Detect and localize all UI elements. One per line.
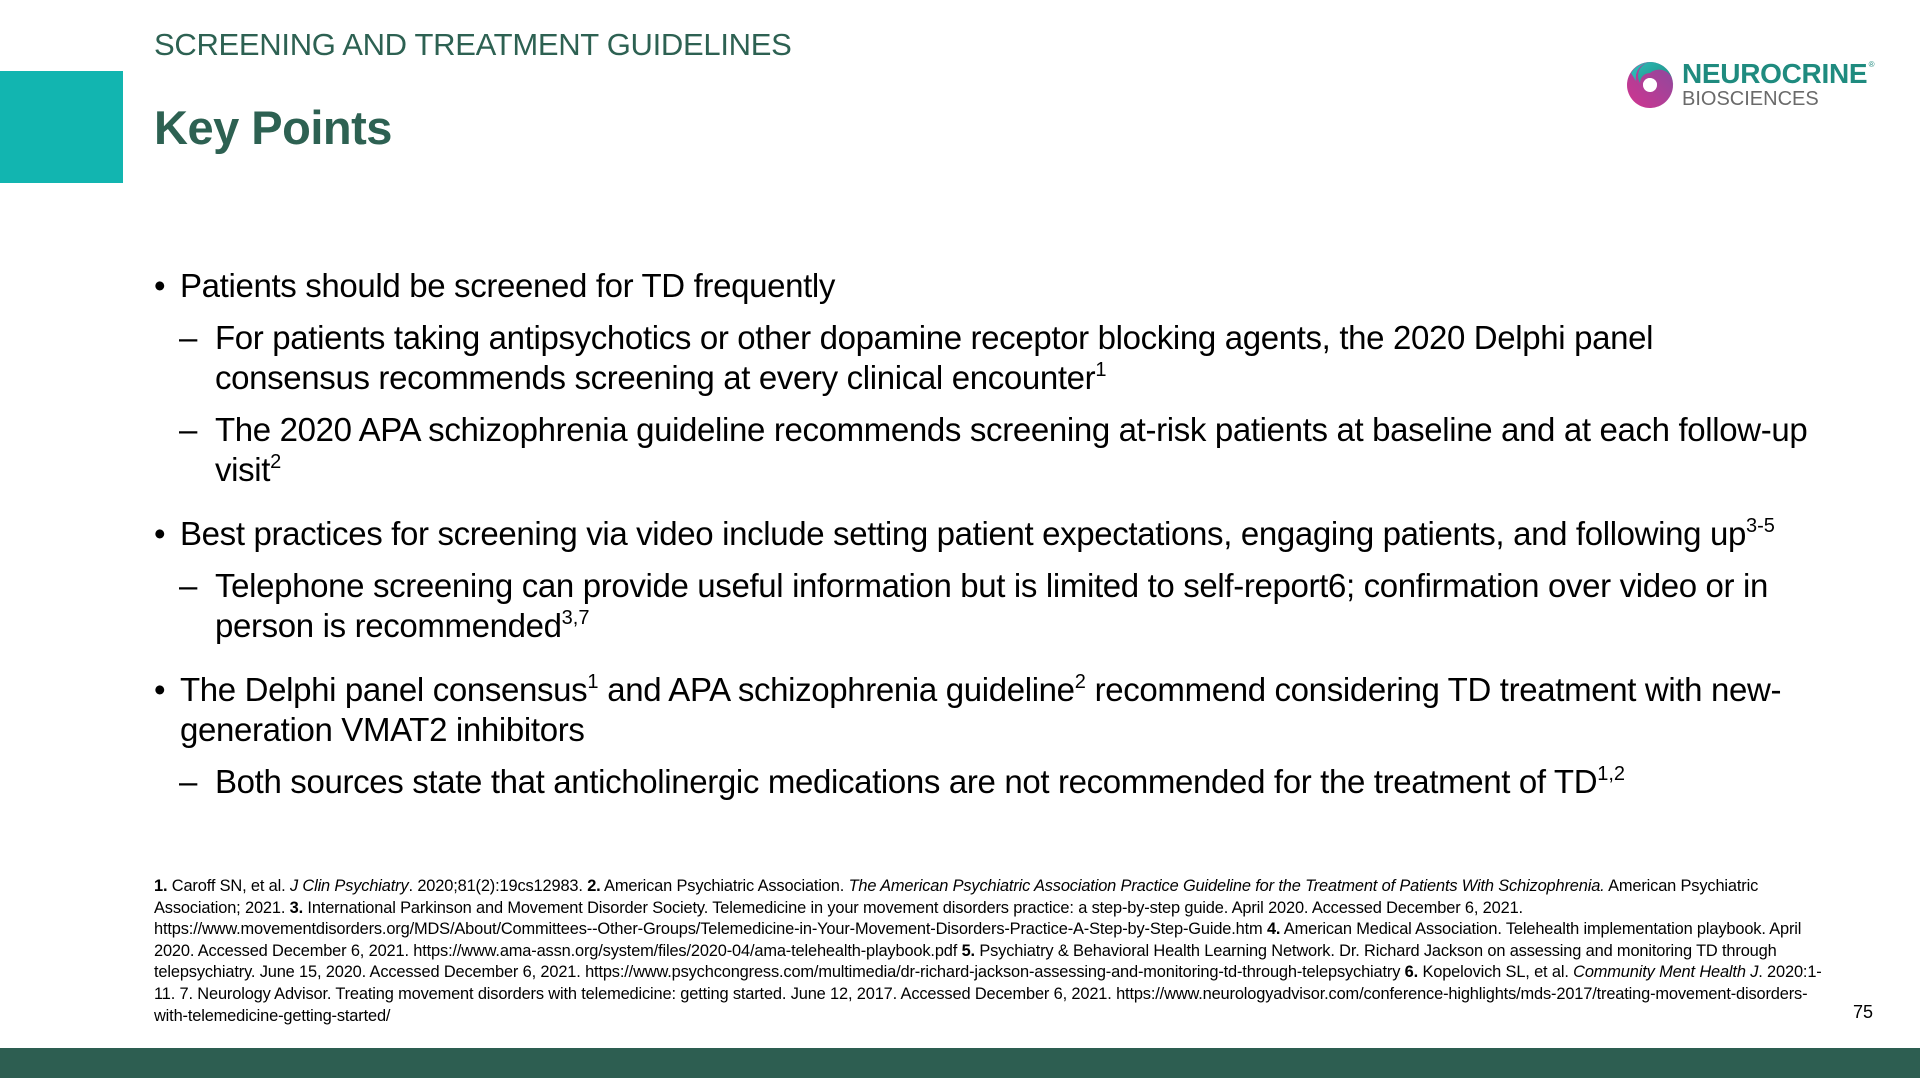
bullet-marker: • bbox=[154, 515, 166, 552]
bullet-marker: • bbox=[154, 267, 166, 304]
dash-marker: – bbox=[179, 763, 198, 800]
citation-superscript: 3-5 bbox=[1745, 515, 1775, 537]
accent-block bbox=[0, 71, 123, 183]
sub-bullet-item: – For patients taking antipsychotics or other dopamine receptor blocking agents, the 2020 Delphi panel consensus recommends screening at every clinical encounter$^1$ bbox=[179, 319, 1654, 396]
citation-superscript: 1,2 bbox=[1597, 763, 1626, 785]
sub-bullet-item: – The 2020 APA schizophrenia guideline recommends screening at-risk patients at baseline and at each follow-up visit$^2$ bbox=[179, 411, 1808, 488]
citation-superscript: 2 bbox=[1074, 671, 1086, 693]
dash-marker: – bbox=[179, 411, 198, 448]
citation-superscript: 2 bbox=[270, 451, 282, 473]
company-logo bbox=[1626, 58, 1875, 110]
references-footnote: 1. Caroff SN, et al. J Clin Psychiatry. 2020;81(2):19cs12983. 2. American Psychiatric Association. The American Psychiatric Association Practice Guideline for the Treatment of Patients With Schizophrenia. American Psychiatric Association; 2021. 3. International Parkinson and Movement Disorder Society. Telemedicine in your movement disorders practice: a step-by-step guide. April 2020. Accessed December 6, 2021. https://www.movementdisorders.org/MDS/About/Committees--Other-Groups/Telemedicine-in-Your-Movement-Disorders-Practice-A-Step-by-Step-Guide.htm 4. American Medical Association. Telehealth implementation playbook. April 2020. Accessed December 6, 2021. https://www.ama-assn.org/system/files/2020-04/ama-telehealth-playbook.pdf 5. Psychiatry & Behavioral Health Learning Network. Dr. Richard Jackson on assessing and monitoring TD through telepsychiatry. June 15, 2020. Accessed December 6, 2021. https://www.psychcongress.com/multimedia/dr-richard-jackson-assessing-and-monitoring-td-through-telepsychiatry 6. Kopelovich SL, et al. Community Ment Health J. 2020:1-11. 7. Neurology Advisor. Treating movement disorders with telemedicine: getting started. June 12, 2017. Accessed December 6, 2021. https://www.neurologyadvisor.com/conference-highlights/mds-2017/treating-movement-disorders-with-telemedicine-getting-started/ bbox=[154, 877, 1822, 1025]
sub-bullet-item: – Telephone screening can provide useful information but is limited to self-report6; confirmation over video or in person is recommended$^{3,7}$ bbox=[179, 567, 1768, 644]
footer-bar bbox=[0, 1048, 1920, 1078]
bullet-item: • Patients should be screened for TD frequently bbox=[154, 267, 836, 304]
section-label: SCREENING AND TREATMENT GUIDELINES bbox=[154, 27, 792, 62]
citation-superscript: 1 bbox=[1095, 359, 1107, 381]
dash-marker: – bbox=[179, 567, 198, 604]
bullet-item: • Best practices for screening via video include setting patient expectations, engaging patients, and following up$^{3-5}$ bbox=[154, 515, 1775, 552]
logo-subtitle: BIOSCIENCES bbox=[1682, 88, 1819, 110]
swirl-logo-icon bbox=[1626, 61, 1674, 109]
page-number: 75 bbox=[1853, 1002, 1874, 1022]
bullet-marker: • bbox=[154, 671, 166, 708]
key-points-list bbox=[154, 266, 1814, 802]
citation-superscript: 1 bbox=[587, 671, 599, 693]
page-title: Key Points bbox=[154, 101, 392, 154]
citation-superscript: 3,7 bbox=[561, 607, 590, 629]
bullet-item: • The Delphi panel consensus$^1$ and APA schizophrenia guideline$^2$ recommend considering TD treatment with new-generation VMAT2 inhibitors bbox=[154, 671, 1782, 748]
sub-bullet-item: – Both sources state that anticholinergic medications are not recommended for the treatment of TD$^{1,2}$ bbox=[179, 763, 1626, 800]
logo-name: NEUROCRINE ® bbox=[1682, 58, 1875, 89]
dash-marker: – bbox=[179, 319, 198, 356]
